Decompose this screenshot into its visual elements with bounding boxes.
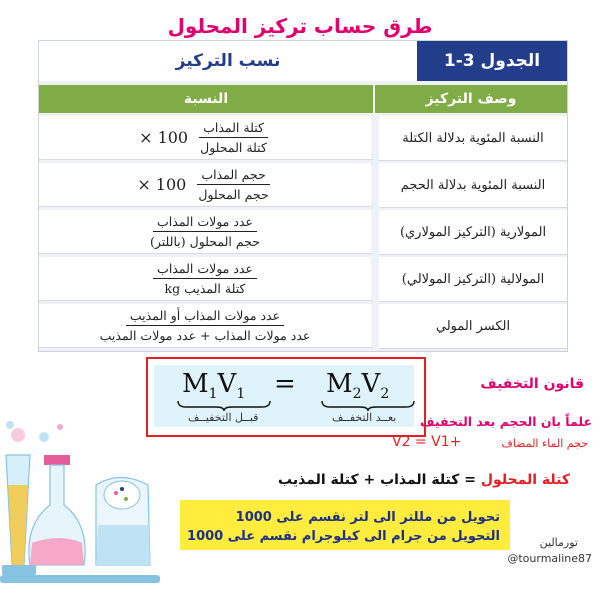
row-formula [39, 304, 375, 348]
row-description: النسبة المئوية بدلالة الكتلة [379, 116, 567, 161]
underbrace-after [320, 399, 416, 411]
m1-term: $M_1V_1$ [182, 369, 246, 403]
mass-eq-rhs: = كتلة المذاب + كتلة المذيب [278, 472, 477, 488]
beaker-icon [96, 478, 150, 566]
denominator: حجم المحلول [198, 187, 269, 202]
underbrace-before [176, 399, 272, 411]
fraction [146, 214, 264, 249]
water-added-label: حجم الماء المضاف [501, 437, 588, 450]
row-formula [39, 163, 375, 207]
flask-icon [29, 424, 85, 565]
table-row [39, 257, 567, 303]
numerator: عدد مولات المذاب [153, 214, 257, 232]
mass-eq-lhs: كتلة المحلول [480, 472, 570, 488]
numerator: حجم المذاب [197, 167, 269, 185]
row-description: النسبة المئوية بدلالة الحجم [379, 163, 567, 208]
denominator: كتلة المحلول [200, 140, 267, 155]
header-description: وصف التركيز [375, 85, 567, 113]
credit-handle: @tourmaline87 [507, 552, 592, 565]
table-row [39, 163, 567, 209]
multiplier: × 100 [139, 128, 189, 147]
before-dilution-label: قبــل التخفيــف [188, 411, 259, 424]
page-title: طرق حساب تركيز المحلول [167, 14, 433, 38]
row-formula [39, 116, 375, 160]
multiplier: × 100 [137, 175, 187, 194]
equals-sign: = [274, 369, 296, 399]
table-row [39, 304, 567, 350]
header-ratio: النسبة [39, 85, 373, 113]
lab-glassware-illustration [0, 415, 175, 600]
row-formula [39, 210, 375, 254]
numerator: عدد مولات المذاب أو المذيب [126, 308, 284, 326]
dilution-law-title: قانون التخفيف [480, 376, 584, 392]
row-description: المولارية (التركيز المولاري) [379, 210, 567, 255]
table-label: الجدول 3-1 [417, 41, 567, 81]
dilution-formula [154, 365, 414, 427]
numerator: عدد مولات المذاب [153, 261, 257, 279]
volume-formula: V2 = V1+ [392, 434, 462, 450]
credit-name: تورمالين [539, 536, 578, 549]
conversions-box [180, 500, 510, 550]
concentration-table [38, 40, 568, 352]
fraction [153, 261, 257, 296]
table-row [39, 210, 567, 256]
fraction [194, 167, 272, 202]
denominator: كتلة المذيب kg [164, 281, 246, 296]
dilution-note: علماً بان الحجم بعد التخفيف [419, 414, 592, 429]
fraction [96, 308, 315, 343]
conversion-g-to-kg: التحويل من جرام الى كيلوجرام نقسم على 1000 [187, 529, 500, 544]
table-row [39, 116, 567, 162]
conversion-ml-to-l: تحويل من مللتر الى لتر نقسم على 1000 [235, 510, 500, 525]
denominator: حجم المحلول (باللتر) [150, 234, 260, 249]
fraction [196, 120, 271, 155]
dilution-law-box [146, 357, 426, 437]
row-description: الكسر المولي [379, 304, 567, 349]
solution-mass-equation [278, 472, 570, 488]
row-description: المولالية (التركيز المولالي) [379, 257, 567, 302]
denominator: عدد مولات المذاب + عدد مولات المذيب [99, 328, 311, 343]
numerator: كتلة المذاب [199, 120, 268, 138]
table-caption: نسب التركيز [39, 41, 417, 81]
row-formula [39, 257, 375, 301]
m2-term: $M_2V_2$ [326, 369, 390, 403]
after-dilution-label: بعــد التخفــف [332, 411, 397, 424]
